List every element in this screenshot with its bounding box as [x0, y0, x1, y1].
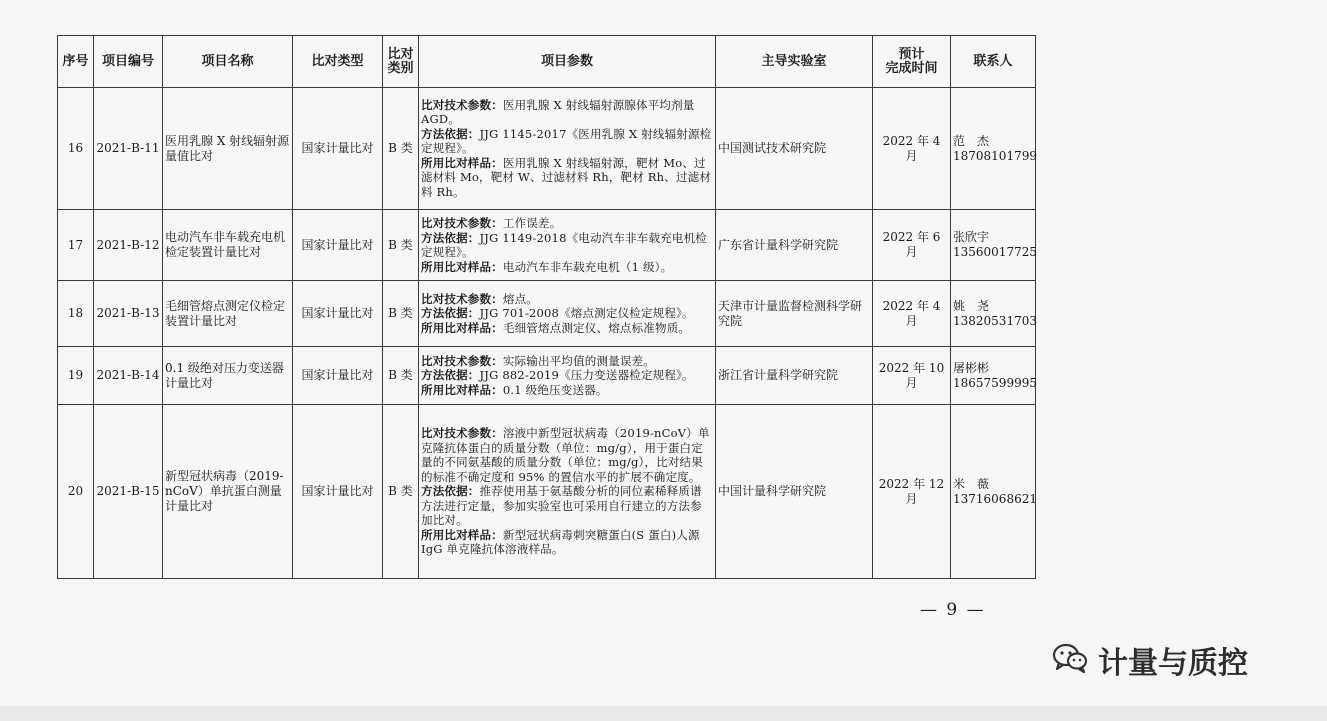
contact-phone: 18708101799: [953, 148, 1037, 163]
param-label: 所用比对样品：: [421, 527, 503, 542]
scan-edge: [0, 706, 1327, 721]
param-text: 医用乳腺 X 射线辐射源，靶材 Mo、过滤材料 Mo，靶材 W、过滤材料 Rh，靶材 Rh、过滤材料 Rh。: [421, 155, 712, 199]
cell-type: 国家计量比对: [293, 347, 383, 405]
cell-finish: 2022 年 12 月: [873, 405, 951, 579]
header-name: 项目名称: [163, 36, 293, 88]
param-text: 工作误差。: [502, 216, 562, 230]
param-text: 毛细管熔点测定仪、熔点标准物质。: [502, 320, 691, 335]
cell-name: 新型冠状病毒（2019-nCoV）单抗蛋白测量计量比对: [163, 405, 293, 579]
param-tech: [421, 292, 713, 307]
cell-code: 2021-B-12: [94, 210, 163, 281]
param-label: 方法依据：: [421, 368, 480, 383]
table-row: [58, 210, 1036, 281]
param-label: 比对技术参数：: [421, 216, 503, 230]
param-text: 新型冠状病毒刺突糖蛋白(S 蛋白)人源 IgG 单克隆抗体溶液样品。: [421, 527, 700, 557]
param-label: 比对技术参数：: [421, 97, 503, 112]
cell-finish: 2022 年 10 月: [873, 347, 951, 405]
contact-name: 姚 尧: [953, 298, 990, 313]
header-contact: 联系人: [951, 36, 1036, 88]
header-params: 项目参数: [419, 36, 716, 88]
header-lab: 主导实验室: [716, 36, 873, 88]
param-text: 医用乳腺 X 射线辐射源腺体平均剂量 AGD。: [421, 97, 695, 127]
contact-name: 范 杰: [953, 133, 990, 148]
param-label: 比对技术参数：: [421, 353, 503, 368]
param-method: [421, 231, 713, 260]
param-label: 所用比对样品：: [421, 259, 503, 274]
table-row: [58, 88, 1036, 210]
param-sample: [421, 321, 713, 336]
cell-params: [419, 88, 716, 210]
param-tech: [421, 98, 713, 127]
cell-contact: [951, 88, 1036, 210]
cell-category: B 类: [383, 347, 419, 405]
cell-no: 18: [58, 281, 94, 347]
contact-phone: 13716068621: [953, 491, 1037, 506]
header-category-line1: 比对: [387, 46, 414, 62]
cell-type: 国家计量比对: [293, 210, 383, 281]
wechat-icon: [1052, 642, 1090, 678]
param-label: 比对技术参数：: [421, 291, 503, 306]
param-sample: [421, 383, 713, 398]
cell-lab: 天津市计量监督检测科学研究院: [716, 281, 873, 347]
cell-lab: 广东省计量科学研究院: [716, 210, 873, 281]
contact-phone: 13560017725: [953, 245, 1037, 259]
param-method: [421, 368, 713, 383]
param-text: JJG 1149-2018《电动汽车非车载充电机检定规程》。: [421, 230, 707, 259]
cell-category: B 类: [383, 88, 419, 210]
cell-name: 医用乳腺 X 射线辐射源量值比对: [163, 88, 293, 210]
cell-no: 16: [58, 88, 94, 210]
contact-phone: 13820531703: [953, 313, 1037, 328]
header-finish-line2: 完成时间: [885, 60, 938, 76]
contact-name: 屠彬彬: [953, 360, 990, 375]
cell-lab: 中国计量科学研究院: [716, 405, 873, 579]
cell-params: [419, 210, 716, 281]
param-method: [421, 484, 713, 528]
page-number: — 9 —: [920, 600, 986, 620]
header-finish: [873, 36, 951, 88]
cell-code: 2021-B-13: [94, 281, 163, 347]
param-text: 实际输出平均值的测量误差。: [502, 353, 656, 368]
cell-code: 2021-B-15: [94, 405, 163, 579]
param-label: 方法依据：: [421, 126, 480, 141]
param-text: JJG 1145-2017《医用乳腺 X 射线辐射源检定规程》。: [421, 126, 712, 156]
param-method: [421, 127, 713, 156]
cell-contact: [951, 281, 1036, 347]
account-watermark: [1052, 638, 1248, 682]
param-text: 熔点。: [502, 291, 539, 306]
param-label: 方法依据：: [421, 484, 480, 499]
param-label: 所用比对样品：: [421, 155, 503, 170]
table-header-row: [58, 36, 1036, 88]
cell-finish: 2022 年 6 月: [873, 210, 951, 281]
cell-no: 17: [58, 210, 94, 281]
param-sample: [421, 528, 713, 557]
cell-category: B 类: [383, 210, 419, 281]
cell-contact: [951, 210, 1036, 281]
cell-type: 国家计量比对: [293, 281, 383, 347]
table-row: [58, 281, 1036, 347]
param-label: 比对技术参数：: [421, 426, 503, 441]
cell-code: 2021-B-11: [94, 88, 163, 210]
cell-lab: 浙江省计量科学研究院: [716, 347, 873, 405]
cell-contact: [951, 405, 1036, 579]
cell-no: 19: [58, 347, 94, 405]
param-tech: [421, 426, 713, 484]
cell-code: 2021-B-14: [94, 347, 163, 405]
param-method: [421, 306, 713, 321]
contact-name: 张欣宇: [953, 230, 990, 244]
cell-type: 国家计量比对: [293, 88, 383, 210]
contact-name: 米 薇: [953, 476, 990, 491]
param-tech: [421, 216, 713, 231]
comparison-projects-table: [57, 35, 1036, 579]
param-label: 所用比对样品：: [421, 382, 503, 397]
table-row: [58, 405, 1036, 579]
param-sample: [421, 156, 713, 200]
header-code: 项目编号: [94, 36, 163, 88]
param-text: JJG 882-2019《压力变送器检定规程》。: [479, 368, 694, 383]
header-type: 比对类型: [293, 36, 383, 88]
table-row: [58, 347, 1036, 405]
param-sample: [421, 260, 713, 275]
param-text: JJG 701-2008《熔点测定仪检定规程》。: [479, 306, 694, 321]
param-text: 电动汽车非车载充电机（1 级）。: [502, 259, 673, 274]
cell-contact: [951, 347, 1036, 405]
cell-name: 0.1 级绝对压力变送器计量比对: [163, 347, 293, 405]
cell-finish: 2022 年 4 月: [873, 88, 951, 210]
contact-phone: 18657599995: [953, 375, 1037, 390]
cell-lab: 中国测试技术研究院: [716, 88, 873, 210]
cell-params: [419, 347, 716, 405]
cell-category: B 类: [383, 405, 419, 579]
cell-finish: 2022 年 4 月: [873, 281, 951, 347]
header-no: 序号: [58, 36, 94, 88]
param-text: 溶液中新型冠状病毒（2019-nCoV）单克隆抗体蛋白的质量分数（单位：mg/g），用于蛋白定量的不同氨基酸的质量分数（单位：mg/g），比对结果的标准不确定度和 95% 的置信水平的扩展不确定度。: [421, 426, 710, 484]
cell-type: 国家计量比对: [293, 405, 383, 579]
param-label: 方法依据：: [421, 306, 480, 321]
param-label: 方法依据：: [421, 230, 480, 245]
cell-no: 20: [58, 405, 94, 579]
header-finish-line1: 预计: [898, 46, 925, 62]
param-label: 所用比对样品：: [421, 320, 503, 335]
cell-params: [419, 281, 716, 347]
header-category: [383, 36, 419, 88]
param-text: 推荐使用基于氨基酸分析的同位素稀释质谱方法进行定量，参加实验室也可采用自行建立的方法参加比对。: [421, 484, 702, 528]
cell-name: 电动汽车非车载充电机检定装置计量比对: [163, 210, 293, 281]
cell-params: [419, 405, 716, 579]
header-category-line2: 类别: [387, 60, 414, 76]
cell-name: 毛细管熔点测定仪检定装置计量比对: [163, 281, 293, 347]
cell-category: B 类: [383, 281, 419, 347]
param-tech: [421, 354, 713, 369]
param-text: 0.1 级绝压变送器。: [502, 382, 608, 397]
watermark-text: 计量与质控: [1098, 646, 1248, 681]
